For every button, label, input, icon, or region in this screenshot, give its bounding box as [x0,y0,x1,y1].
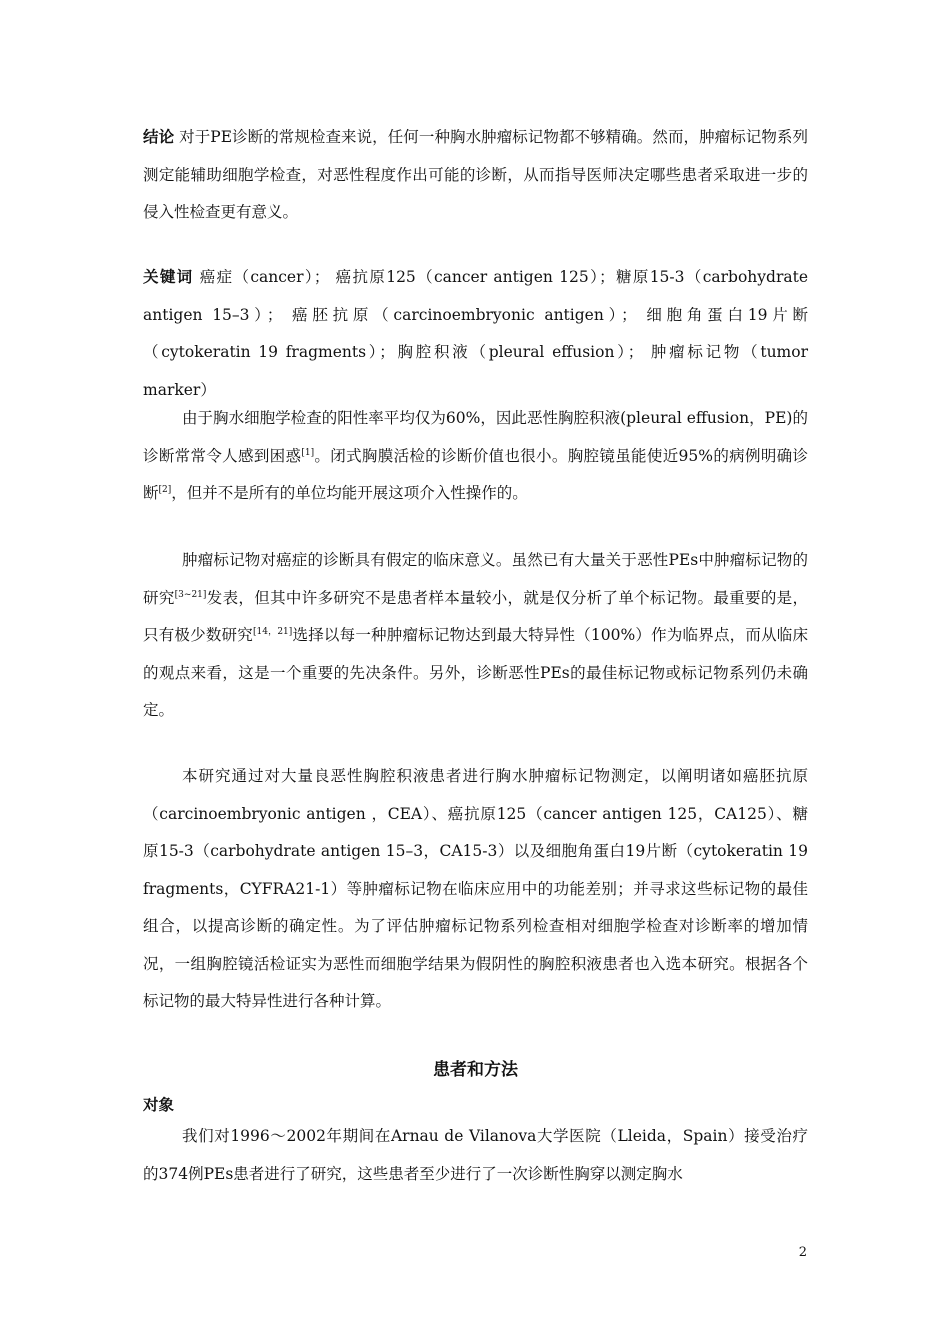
intro-p2-text-b: 发表，但其中许多研究不是患者样本量较小，就是仅分析了单个标记物。最重要的是，只有极少数研究 [143,588,808,644]
citation-ref: [2] [158,485,172,495]
intro-paragraph-1 [143,400,808,513]
keywords-text: 癌症（cancer）； 癌抗原125（cancer antigen 125）；糖原15-3（carbohydrate antigen 15–3）； 癌胚抗原（carcinoembryonic antigen）； 细胞角蛋白19片断（cytokeratin 19 fragments）；胸腔积液（pleural effusion）； 肿瘤标记物（tumor marker） [143,268,808,399]
intro-paragraph-3 [143,758,808,1021]
subsection-title: 对象 [143,1095,175,1114]
page-number: 2 [798,1245,807,1260]
keywords-label: 关键词 [143,267,194,286]
citation-ref: [14，21] [252,627,293,637]
intro-p1-text-b: 。闭式胸膜活检的诊断价值也很小。胸腔镜虽能使近95%的病例明确诊断 [143,446,808,502]
conclusion-label: 结论 [143,127,175,146]
conclusion-text: 对于PE诊断的常规检查来说，任何一种胸水肿瘤标记物都不够精确。然而，肿瘤标记物系列测定能辅助细胞学检查，对恶性程度作出可能的诊断，从而指导医师决定哪些患者采取进一步的侵入性检查更有意义。 [143,128,808,221]
intro-paragraph-2 [143,542,808,730]
subjects-paragraph [143,1118,808,1193]
subjects-text: 我们对1996～2002年期间在Arnau de Vilanova大学医院（Lleida，Spain）接受治疗的374例PEs患者进行了研究，这些患者至少进行了一次诊断性胸穿以测定胸水 [143,1127,808,1183]
citation-ref: [3~21] [174,589,207,600]
intro-p3-text: 本研究通过对大量良恶性胸腔积液患者进行胸水肿瘤标记物测定，以阐明诸如癌胚抗原（carcinoembryonic antigen ，CEA）、癌抗原125（cancer antigen 125，CA125）、糖原15-3（carbohydrate antigen 15–3，CA15-3）以及细胞角蛋白19片断（cytokeratin 19 fragments，CYFRA21-1）等肿瘤标记物在临床应用中的功能差别；并寻求这些标记物的最佳组合，以提高诊断的确定性。为了评估肿瘤标记物系列检查相对细胞学检查对诊断率的增加情况，一组胸腔镜活检证实为恶性而细胞学结果为假阴性的胸腔积液患者也入选本研究。根据各个标记物的最大特异性进行各种计算。 [143,767,808,1010]
intro-p1-text-c: ，但并不是所有的单位均能开展这项介入性操作的。 [171,484,528,502]
section-title: 患者和方法 [433,1060,518,1080]
intro-p2-text-a: 肿瘤标记物对癌症的诊断具有假定的临床意义。虽然已有大量关于恶性PEs中肿瘤标记物的研究 [143,551,808,607]
intro-p1-text-a: 由于胸水细胞学检查的阳性率平均仅为60%，因此恶性胸腔积液(pleural effusion，PE)的诊断常常令人感到困惑 [143,409,808,465]
conclusion-paragraph [143,118,808,232]
citation-ref: [1] [301,447,315,458]
keywords-paragraph [143,258,808,409]
intro-p2-text-c: 选择以每一种肿瘤标记物达到最大特异性（100%）作为临界点，而从临床的观点来看，这是一个重要的先决条件。另外，诊断恶性PEs的最佳标记物或标记物系列仍未确定。 [143,626,808,719]
